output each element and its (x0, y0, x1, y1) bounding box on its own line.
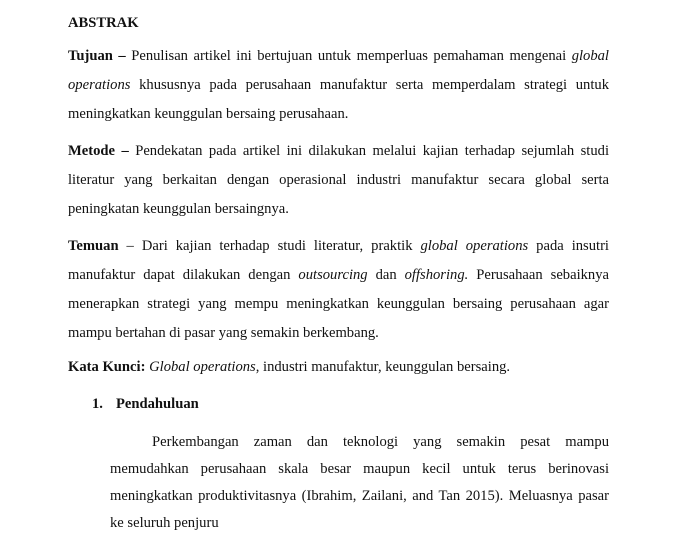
section-number: 1. (92, 396, 103, 412)
section-title: Pendahuluan (116, 396, 199, 412)
temuan-italic-1: global operations (420, 238, 529, 254)
temuan-text-4: Perusahaan sebaiknya menerapkan strategi yang mempu meningkatkan keunggulan bersaing perusahaan agar mampu bertahan di pasar yang semakin berkembang. (68, 267, 610, 341)
tujuan-italic-1: global operations (68, 48, 609, 93)
keywords-label: Kata Kunci: (68, 359, 146, 375)
temuan-label: Temuan (68, 238, 119, 254)
temuan-italic-3: offshoring. (404, 267, 469, 283)
tujuan-text-2: khususnya pada perusahaan manufaktur serta memperdalam strategi untuk meningkatkan keunggulan bersaing perusahaan. (68, 77, 609, 122)
temuan-text-1: – Dari kajian terhadap studi literatur, praktik (118, 238, 421, 254)
keywords-text: , industri manufaktur, keunggulan bersaing. (255, 359, 511, 375)
temuan-text-3: dan (367, 267, 405, 283)
tujuan-paragraph (68, 42, 609, 129)
tujuan-text-1: Penulisan artikel ini bertujuan untuk memperluas pemahaman mengenai (125, 48, 572, 64)
temuan-italic-2: outsourcing (298, 267, 368, 283)
abstract-heading: ABSTRAK (68, 15, 139, 31)
tujuan-label: Tujuan – (68, 48, 126, 64)
keywords-line (68, 356, 609, 378)
temuan-text-2: pada insutri manufaktur dapat dilakukan dengan (68, 238, 609, 283)
temuan-paragraph (68, 232, 609, 348)
document-page (68, 12, 609, 537)
keywords-italic: Global operations (149, 359, 256, 375)
section-heading (68, 393, 609, 415)
metode-text: Pendekatan pada artikel ini dilakukan melalui kajian terhadap sejumlah studi literatur yang berkaitan dengan operasional industri manufaktur secara global serta peningkatan keunggulan bersaingnya. (68, 143, 609, 217)
intro-paragraph: Perkembangan zaman dan teknologi yang semakin pesat mampu memudahkan perusahaan skala besar maupun kecil untuk terus berinovasi meningkatkan produktivitasnya (Ibrahim, Zailani, and Tan 2015). Meluasnya pasar ke seluruh penjuru (110, 434, 609, 531)
metode-label: Metode – (68, 143, 129, 159)
metode-paragraph (68, 137, 609, 224)
